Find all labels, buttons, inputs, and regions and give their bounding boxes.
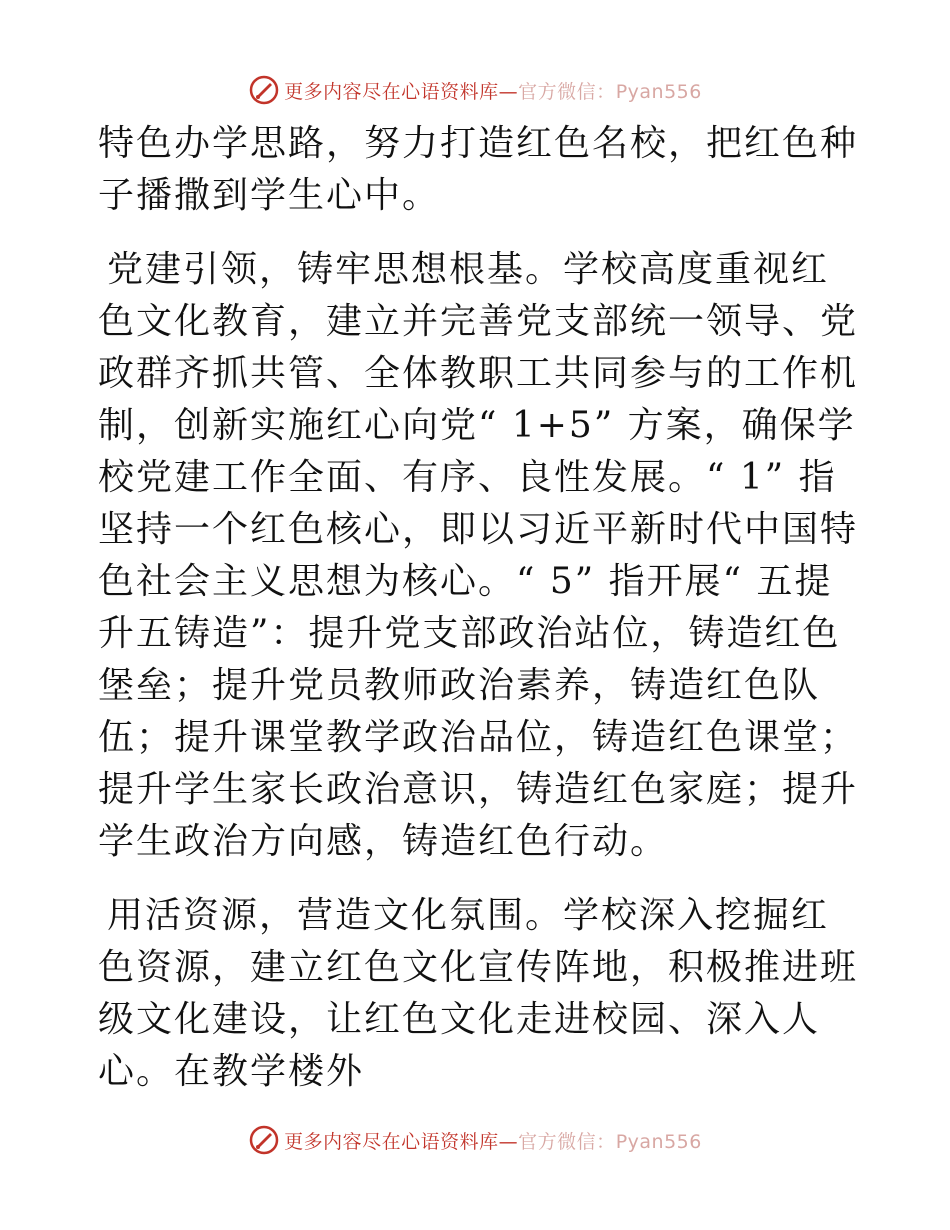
paragraph-1: 特色办学思路，努力打造红色名校，把红色种子播撒到学生心中。 — [98, 123, 859, 216]
header-watermark — [0, 70, 950, 110]
quill-seal-icon — [248, 1124, 280, 1156]
watermark-dash: — — [498, 1130, 519, 1153]
paragraph-3: 用活资源，营造文化氛围。学校深入挖掘红色资源，建立红色文化宣传阵地，积极推进班级文化建设，让红色文化走进校园、深入人心。在教学楼外 — [98, 895, 859, 1092]
watermark-brand: 更多内容尽在心语资料库 — [284, 1130, 499, 1153]
watermark-wechat-id: Pyan556 — [615, 1130, 702, 1153]
watermark-dash: — — [498, 80, 519, 103]
watermark-text — [284, 1127, 702, 1154]
paragraph-2: 党建引领，铸牢思想根基。学校高度重视红色文化教育，建立并完善党支部统一领导、党政群齐抓共管、全体教职工共同参与的工作机制，创新实施红心向党“ 1+5” 方案，确保学校党建工作全面、有序、良性发展。“ 1” 指坚持一个红色核心，即以习近平新时代中国特色社会主义思想为核心。“ 5” 指开展“ 五提升五铸造”：提升党支部政治站位，铸造红色堡垒；提升党员教师政治素养，铸造红色队伍；提升课堂教学政治品位，铸造红色课堂；提升学生家长政治意识，铸造红色家庭；提升学生政治方向感，铸造红色行动。 — [98, 249, 859, 862]
watermark-wechat-id: Pyan556 — [615, 80, 702, 103]
watermark-text — [284, 77, 702, 104]
watermark-wechat-label: 官方微信： — [518, 1130, 616, 1153]
watermark-brand: 更多内容尽在心语资料库 — [284, 80, 499, 103]
footer-watermark — [0, 1120, 950, 1160]
document-body — [98, 118, 858, 1120]
watermark-wechat-label: 官方微信： — [518, 80, 616, 103]
quill-seal-icon — [248, 74, 280, 106]
